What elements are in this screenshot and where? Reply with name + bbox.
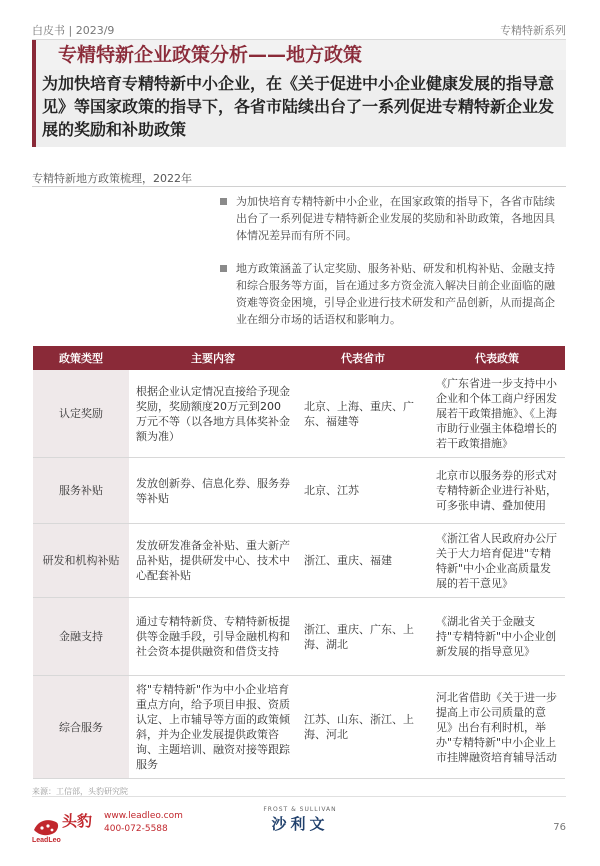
policy-cell: 河北省借助《关于进一步提高上市公司质量的意见》出台有利时机，举办"专精特新"中小企业上市挂牌融资培育辅导活动 bbox=[429, 676, 565, 779]
bullet-item bbox=[220, 260, 560, 328]
policy-type-cell: 认定奖励 bbox=[33, 370, 129, 458]
footer-divider bbox=[32, 796, 566, 797]
bullet-square-icon bbox=[220, 198, 227, 205]
cities-cell: 北京、江苏 bbox=[297, 458, 429, 524]
content-cell: 根据企业认定情况直接给予现金奖励，奖励额度20万元到200万元不等（以各地方具体奖补金额为准） bbox=[129, 370, 297, 458]
table-row bbox=[33, 370, 565, 458]
column-header-type: 政策类型 bbox=[33, 346, 129, 370]
section-subtitle: 为加快培育专精特新中小企业，在《关于促进中小企业健康发展的指导意见》等国家政策的指导下，各省市陆续出台了一系列促进专精特新企业发展的奖励和补助政策 bbox=[32, 70, 566, 147]
section-title: 专精特新企业政策分析——地方政策 bbox=[58, 44, 363, 66]
figure-caption: 专精特新地方政策梳理，2022年 bbox=[32, 172, 192, 185]
column-header-policy: 代表政策 bbox=[429, 346, 565, 370]
cities-cell: 江苏、山东、浙江、上海、河北 bbox=[297, 676, 429, 779]
bullet-square-icon bbox=[220, 265, 227, 272]
logo-text: 头豹 bbox=[62, 812, 93, 830]
phone-number: 400-072-5588 bbox=[104, 824, 168, 834]
table-row bbox=[33, 598, 565, 676]
bullet-item bbox=[220, 193, 560, 244]
partner-big-text: 沙利文 bbox=[271, 815, 329, 833]
content-cell: 将"专精特新"作为中小企业培育重点方向，给予项目申报、资质认定、上市辅导等方面的政策倾斜，并为企业发展提供政策咨询、主题培训、融资对接等跟踪服务 bbox=[129, 676, 297, 779]
cities-cell: 浙江、重庆、福建 bbox=[297, 524, 429, 598]
bullet-text: 为加快培育专精特新中小企业，在国家政策的指导下，各省市陆续出台了一系列促进专精特新企业发展的奖励和补助政策，各地因具体情况差异而有所不同。 bbox=[236, 195, 555, 242]
page-header bbox=[32, 22, 566, 38]
content-cell: 发放研发准备金补贴、重大新产品补贴，提供研发中心、技术中心配套补贴 bbox=[129, 524, 297, 598]
partner-small-text: FROST & SULLIVAN bbox=[263, 806, 337, 813]
caption-divider bbox=[32, 186, 566, 187]
partner-logo bbox=[252, 806, 348, 834]
table-header-row bbox=[33, 346, 565, 370]
policy-type-cell: 研发和机构补贴 bbox=[33, 524, 129, 598]
table-row bbox=[33, 676, 565, 779]
logo-sub-text: LeadLeo bbox=[32, 837, 61, 844]
cities-cell: 北京、上海、重庆、广东、福建等 bbox=[297, 370, 429, 458]
table-row bbox=[33, 524, 565, 598]
column-header-cities: 代表省市 bbox=[297, 346, 429, 370]
bullet-list bbox=[220, 193, 560, 344]
policy-cell: 《浙江省人民政府办公厅关于大力培育促进"专精特新"中小企业高质量发展的若干意见》 bbox=[429, 524, 565, 598]
policy-table bbox=[33, 346, 565, 779]
source-note: 来源：工信部，头豹研究院 bbox=[32, 787, 128, 796]
policy-type-cell: 综合服务 bbox=[33, 676, 129, 779]
header-left: 白皮书 | 2023/9 bbox=[32, 24, 115, 37]
policy-cell: 《湖北省关于金融支持"专精特新"中小企业创新发展的指导意见》 bbox=[429, 598, 565, 676]
title-accent-bar bbox=[32, 40, 36, 147]
policy-cell: 北京市以服务券的形式对专精特新企业进行补贴，可多张申请、叠加使用 bbox=[429, 458, 565, 524]
page-number: 76 bbox=[553, 822, 566, 833]
website-link[interactable]: www.leadleo.com bbox=[104, 811, 183, 821]
table-row bbox=[33, 458, 565, 524]
content-cell: 发放创新券、信息化券、服务券等补贴 bbox=[129, 458, 297, 524]
cities-cell: 浙江、重庆、广东、上海、湖北 bbox=[297, 598, 429, 676]
policy-type-cell: 金融支持 bbox=[33, 598, 129, 676]
column-header-content: 主要内容 bbox=[129, 346, 297, 370]
contact-info bbox=[104, 810, 183, 836]
policy-type-cell: 服务补贴 bbox=[33, 458, 129, 524]
content-cell: 通过专精特新贷、专精特新板提供等金融手段，引导金融机构和社会资本提供融资和借贷支持 bbox=[129, 598, 297, 676]
header-right: 专精特新系列 bbox=[500, 24, 566, 37]
title-block bbox=[32, 40, 566, 147]
bullet-text: 地方政策涵盖了认定奖励、服务补贴、研发和机构补贴、金融支持和综合服务等方面，旨在通过多方资金流入解决目前企业面临的融资难等资金困境，引导企业进行技术研发和产品创新，从而提高企业在细分市场的话语权和影响力。 bbox=[236, 262, 555, 326]
policy-cell: 《广东省进一步支持中小企业和个体工商户纾困发展若干政策措施》、《上海市助行业强主体稳增长的若干政策措施》 bbox=[429, 370, 565, 458]
